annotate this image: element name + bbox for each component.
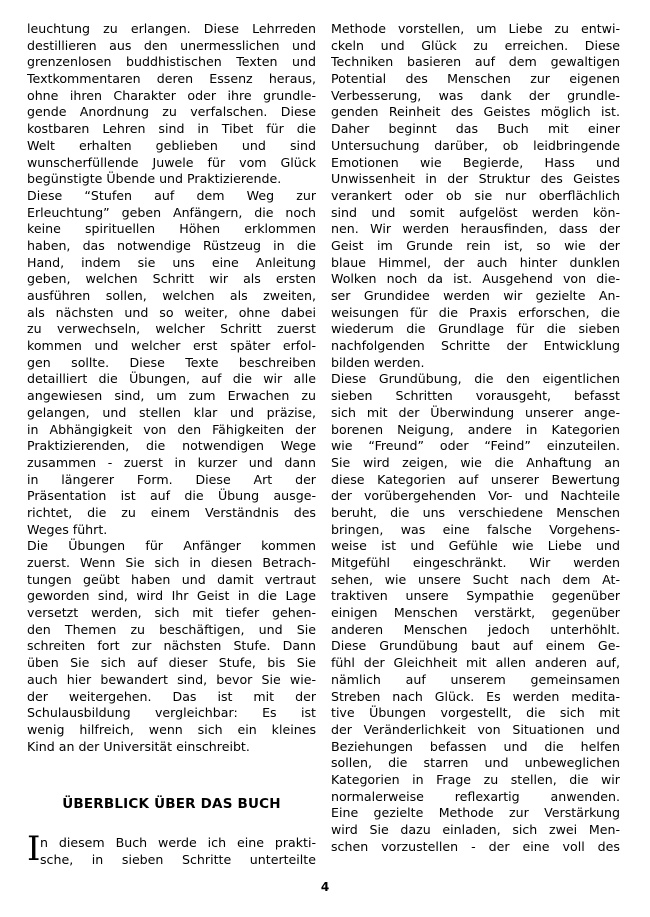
- text-line: gen sollte. Diese Texte beschreiben: [27, 354, 316, 370]
- text-line: wiederum die Grundlage für die sieben: [331, 321, 620, 337]
- text-line: n diesem Buch werde ich eine prakti-: [40, 835, 316, 850]
- text-line: Wolken noch da ist. Ausgehend von die-: [331, 271, 620, 287]
- text-line: leuchtung zu erlangen. Diese Lehrreden: [27, 21, 316, 36]
- text-line: borenen Neigung, andere in Kategorien: [331, 421, 620, 437]
- text-line: haben, das notwendige Rüstzeug in die: [27, 237, 316, 253]
- text-line: wie “Freund” oder “Feind” einzuteilen.: [331, 438, 620, 454]
- text-line: ohne ihren Charakter oder ihre grundle-: [27, 87, 316, 103]
- text-line: tungen geübt haben und damit vertraut: [27, 571, 316, 587]
- text-line: Unwissenheit in der Struktur des Geistes: [331, 171, 620, 187]
- text-line: wird Sie dazu einladen, sich zwei Men-: [331, 822, 620, 837]
- page-number: 4: [320, 880, 330, 894]
- text-line: gende Anordnung zu verfalschen. Diese: [27, 104, 316, 120]
- text-line: Weges führt.: [27, 521, 108, 537]
- text-line: detailliert die Übungen, auf die wir alle: [27, 371, 316, 387]
- text-line: Sie wird zeigen, wie die Anhaftung an: [331, 454, 620, 470]
- text-line: weise ist und Gefühle wie Liebe und: [331, 538, 620, 554]
- text-line: Schulausbildung vergleichbar: Es ist: [27, 705, 316, 721]
- text-line: Erleuchtung” geben Anfängern, die noch: [27, 204, 316, 220]
- text-line: destillieren aus den unermesslichen und: [27, 37, 316, 53]
- text-line: in längerer Form. Diese Art der: [27, 471, 316, 487]
- text-line: sind und somit aufgelöst werden kön-: [331, 204, 620, 220]
- text-line: kommen und welcher erst später erfol-: [27, 338, 316, 354]
- text-line: üben Sie sich auf dieser Stufe, bis Sie: [27, 655, 316, 671]
- text-line: den Themen zu beschäftigen, und Sie: [27, 621, 316, 637]
- text-line: bringen, was eine falsche Vorgehens-: [331, 521, 620, 537]
- text-line: geworden sind, wird Ihr Geist in die Lage: [27, 588, 316, 604]
- left-column: [27, 21, 316, 755]
- text-line: zusammen - zuerst in kurzer und dann: [27, 454, 316, 470]
- text-line: versetzt werden, sich mit tiefer gehen-: [27, 605, 316, 621]
- text-line: in Abhängigkeit von den Fähigkeiten der: [27, 421, 316, 437]
- text-line: Kind an der Universität einschreibt.: [27, 738, 250, 754]
- section-heading: ÜBERBLICK ÜBER DAS BUCH: [62, 796, 281, 812]
- text-line: Die Übungen für Anfänger kommen: [27, 538, 316, 554]
- text-line: der weitergehen. Das ist mit der: [27, 688, 316, 704]
- text-line: sich mit der Überwindung unserer ange-: [331, 404, 620, 420]
- text-line: einigen Menschen verstärkt, gegenüber: [331, 605, 620, 621]
- text-line: Methode vorstellen, um Liebe zu entwi-: [331, 21, 620, 36]
- text-line: wenig hilfreich, wenn sich ein kleines: [27, 721, 316, 737]
- text-line: Präsentation ist auf die Übung ausge-: [27, 488, 316, 504]
- text-line: sieben Schritten vorausgeht, befasst: [331, 388, 620, 404]
- text-line: Verbesserung, was dank der grundle-: [331, 87, 620, 103]
- text-line: der Veränderlichkeit von Situationen und: [331, 721, 620, 737]
- text-line: als nächsten und so weiter, ohne dabei: [27, 304, 316, 320]
- text-line: Welt erhalten geblieben und sind: [27, 137, 316, 153]
- text-line: Diese “Stufen auf dem Weg zur: [27, 187, 316, 203]
- text-line: sollen, die starren und unbeweglichen: [331, 755, 620, 771]
- text-line: Geist im Grunde rein ist, so wie der: [331, 237, 620, 253]
- text-line: begünstigte Übende und Praktizierende.: [27, 171, 282, 187]
- text-line: zuerst. Wenn Sie sich in diesen Betrach-: [27, 555, 316, 570]
- text-line: ausführen sollen, welchen als zweiten,: [27, 288, 316, 303]
- text-line: Kategorien in Frage zu stellen, die wir: [331, 771, 620, 787]
- text-line: geben, welchen Schritt wir als ersten: [27, 271, 316, 287]
- text-line: traktiven unsere Sympathie gegenüber: [331, 588, 620, 604]
- text-line: keine spirituellen Höhen erklommen: [27, 221, 316, 237]
- right-column: [331, 21, 620, 855]
- text-line: Eine gezielte Methode zur Verstärkung: [331, 805, 620, 821]
- text-line: grenzenlosen buddhistischen Texten und: [27, 54, 316, 70]
- text-line: beruht, die uns verschiedene Menschen: [331, 504, 620, 520]
- text-line: der vorübergehenden Vor- und Nachteile: [331, 488, 620, 504]
- text-line: blaue Himmel, der auch hinter dunklen: [331, 254, 620, 270]
- text-line: diese Kategorien auf unserer Bewertung: [331, 471, 620, 487]
- text-line: anderen Menschen jedoch unterhöhlt.: [331, 621, 620, 637]
- text-line: Beziehungen befassen und die helfen: [331, 738, 620, 754]
- text-line: tive Übungen vorgestellt, die sich mit: [331, 705, 620, 721]
- text-line: Daher beginnt das Buch mit einer: [331, 121, 620, 137]
- text-line: Praktizierenden, die notwendigen Wege: [27, 438, 316, 454]
- text-line: Techniken basieren auf dem gewaltigen: [331, 54, 620, 70]
- text-line: Diese Grundübung baut auf einem Ge-: [331, 638, 620, 654]
- text-line: auch hier bewandert sind, bevor Sie wie-: [27, 671, 316, 687]
- text-line: Diese Grundübung, die den eigentlichen: [331, 371, 620, 387]
- text-line: schen vorzustellen - der eine voll des: [331, 838, 620, 854]
- text-line: nachfolgenden Schritte der Entwicklung: [331, 338, 620, 354]
- text-line: fühl der Gleichheit mit allen anderen auf,: [331, 655, 620, 671]
- text-line: nen. Wir werden herausfinden, dass der: [331, 221, 620, 237]
- intro-paragraph: [27, 829, 316, 869]
- text-line: angewiesen sind, um zum Erwachen zu: [27, 388, 316, 404]
- drop-cap: I: [27, 829, 41, 869]
- text-line: weisungen für die Praxis erforschen, die: [331, 304, 620, 320]
- text-line: Textkommentaren deren Essenz heraus,: [27, 71, 316, 87]
- text-line: nämlich auf unserem gemeinsamen: [331, 671, 620, 687]
- text-line: bilden werden.: [331, 354, 425, 370]
- text-line: normalerweise reflexartig anwenden.: [331, 788, 620, 804]
- text-line: Streben nach Glück. Es werden medita-: [331, 688, 620, 704]
- text-line: verankert oder ob sie nur oberflächlich: [331, 187, 620, 203]
- text-line: zu verwechseln, welcher Schritt zuerst: [27, 321, 316, 337]
- text-line: richtet, die zu einem Verständnis des: [27, 504, 316, 520]
- text-line: wunscherfüllende Juwele für vom Glück: [27, 154, 316, 170]
- text-line: genden Reinheit des Geistes möglich ist.: [331, 104, 620, 120]
- text-line: Emotionen wie Begierde, Hass und: [331, 154, 620, 170]
- text-line: Untersuchung darüber, ob leidbringende: [331, 137, 620, 153]
- text-line: Hand, indem sie uns eine Anleitung: [27, 254, 316, 270]
- text-line: sehen, wie unsere Sucht nach dem At-: [331, 571, 620, 587]
- text-line: Mitgefühl eingeschränkt. Wir werden: [331, 555, 620, 570]
- text-line: ser Grundidee werden wir gezielte An-: [331, 288, 620, 303]
- text-line: sche, in sieben Schritte unterteilte: [40, 851, 316, 867]
- text-line: kostbaren Lehren sind in Tibet für die: [27, 121, 316, 137]
- text-line: schreiten fort zur nächsten Stufe. Dann: [27, 638, 316, 654]
- text-line: ckeln und Glück zu erreichen. Diese: [331, 37, 620, 53]
- text-line: gelangen, und stellen klar und präzise,: [27, 404, 316, 420]
- text-line: Potential des Menschen zur eigenen: [331, 71, 620, 87]
